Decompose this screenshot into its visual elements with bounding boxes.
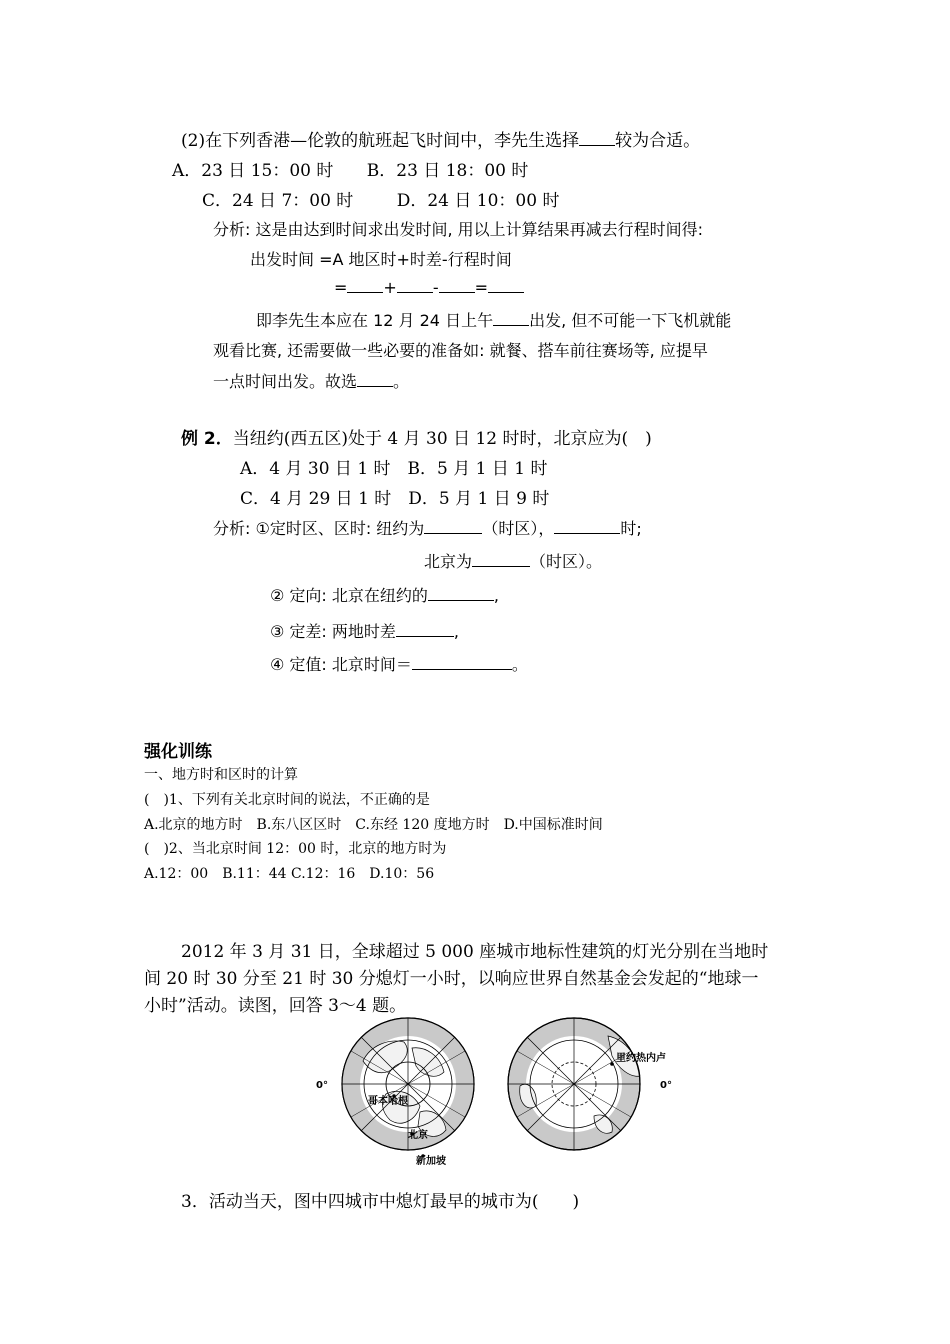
- q2-options-row2: [202, 186, 559, 211]
- map-label-beijing: 北京: [408, 1130, 428, 1141]
- example2-analysis-4: ③ 定差: 两地时差 ,: [270, 622, 460, 641]
- option-b: B．23 日 18：00 时: [366, 161, 529, 181]
- q2-stem: (2)在下列香港—伦敦的航班起飞时间中，李先生选择 较为合适。: [181, 131, 701, 151]
- option-c: C．24 日 7：00 时: [202, 191, 354, 211]
- answer-blank[interactable]: [439, 277, 475, 293]
- example2-analysis-2: 北京为 （时区）。: [424, 552, 603, 571]
- question-3: 3．活动当天，图中四城市中熄灯最早的城市为( ): [181, 1192, 580, 1212]
- training-title: 强化训练: [144, 742, 212, 762]
- training-q1: ( )1、下列有关北京时间的说法，不正确的是: [144, 792, 430, 808]
- answer-blank[interactable]: [579, 130, 615, 146]
- answer-blank[interactable]: [397, 277, 433, 293]
- training-section: 一、地方时和区时的计算: [144, 767, 298, 783]
- example2-analysis-3: ② 定向: 北京在纽约的 ,: [270, 586, 500, 605]
- map-label-0deg-right: 0°: [660, 1080, 672, 1091]
- example2-options-ab: A．4 月 30 日 1 时 B．5 月 1 日 1 时: [240, 459, 548, 479]
- map-label-0deg-left: 0°: [316, 1080, 328, 1091]
- polar-maps-figure: [308, 1016, 688, 1171]
- answer-blank[interactable]: [554, 518, 620, 534]
- q2-formula: 出发时间 =A 地区时+时差-行程时间: [250, 250, 512, 269]
- option-a: A．23 日 15：00 时: [172, 161, 334, 181]
- answer-blank[interactable]: [424, 518, 482, 534]
- example2-stem: 例 2．当纽约(西五区)处于 4 月 30 日 12 时时，北京应为( ): [181, 429, 652, 449]
- answer-blank[interactable]: [488, 277, 524, 293]
- answer-blank[interactable]: [347, 277, 383, 293]
- example2-label: 例 2．: [181, 429, 233, 449]
- answer-blank[interactable]: [472, 551, 530, 567]
- passage-line3: 小时”活动。读图，回答 3～4 题。: [144, 996, 407, 1016]
- q2-explain-line3: 一点时间出发。故选 。: [213, 372, 410, 391]
- map-label-singapore: 新加坡: [416, 1156, 446, 1167]
- q2-equation: = + - =: [334, 277, 524, 297]
- answer-blank[interactable]: [428, 585, 494, 601]
- map-label-copenhagen: 哥本哈根: [368, 1096, 408, 1107]
- training-q2: ( )2、当北京时间 12：00 时，北京的地方时为: [144, 841, 447, 857]
- q2-options-row1: [172, 156, 528, 181]
- training-q2-options: A.12：00 B.11：44 C.12：16 D.10：56: [144, 866, 435, 882]
- q2-explain-line2: 观看比赛, 还需要做一些必要的准备如: 就餐、搭车前往赛场等, 应提早: [213, 341, 708, 360]
- north-pole-map: [316, 1018, 474, 1167]
- answer-blank[interactable]: [396, 621, 454, 637]
- south-pole-map: [508, 1018, 672, 1150]
- training-q1-options: A.北京的地方时 B.东八区区时 C.东经 120 度地方时 D.中国标准时间: [144, 817, 603, 833]
- passage-line1: 2012 年 3 月 31 日，全球超过 5 000 座城市地标性建筑的灯光分别在当地时: [181, 942, 769, 962]
- q2-analysis: 分析: 这是由达到时间求出发时间, 用以上计算结果再减去行程时间得:: [213, 220, 704, 239]
- answer-blank[interactable]: [412, 654, 512, 670]
- map-label-rio: 里约热内卢: [616, 1053, 666, 1064]
- option-d: D．24 日 10：00 时: [396, 191, 560, 211]
- example2-options-cd: C．4 月 29 日 1 时 D．5 月 1 日 9 时: [240, 489, 550, 509]
- example2-analysis-5: ④ 定值: 北京时间＝ 。: [270, 655, 528, 674]
- q2-explain-line1: 即李先生本应在 12 月 24 日上午 出发, 但不可能一下飞机就能: [256, 311, 732, 330]
- answer-blank[interactable]: [493, 310, 529, 326]
- answer-blank[interactable]: [357, 371, 393, 387]
- passage-line2: 间 20 时 30 分至 21 时 30 分熄灯一小时，以响应世界自然基金会发起的“地球一: [144, 969, 759, 989]
- example2-analysis-1: 分析: ①定时区、区时: 纽约为 （时区）， 时;: [213, 519, 642, 538]
